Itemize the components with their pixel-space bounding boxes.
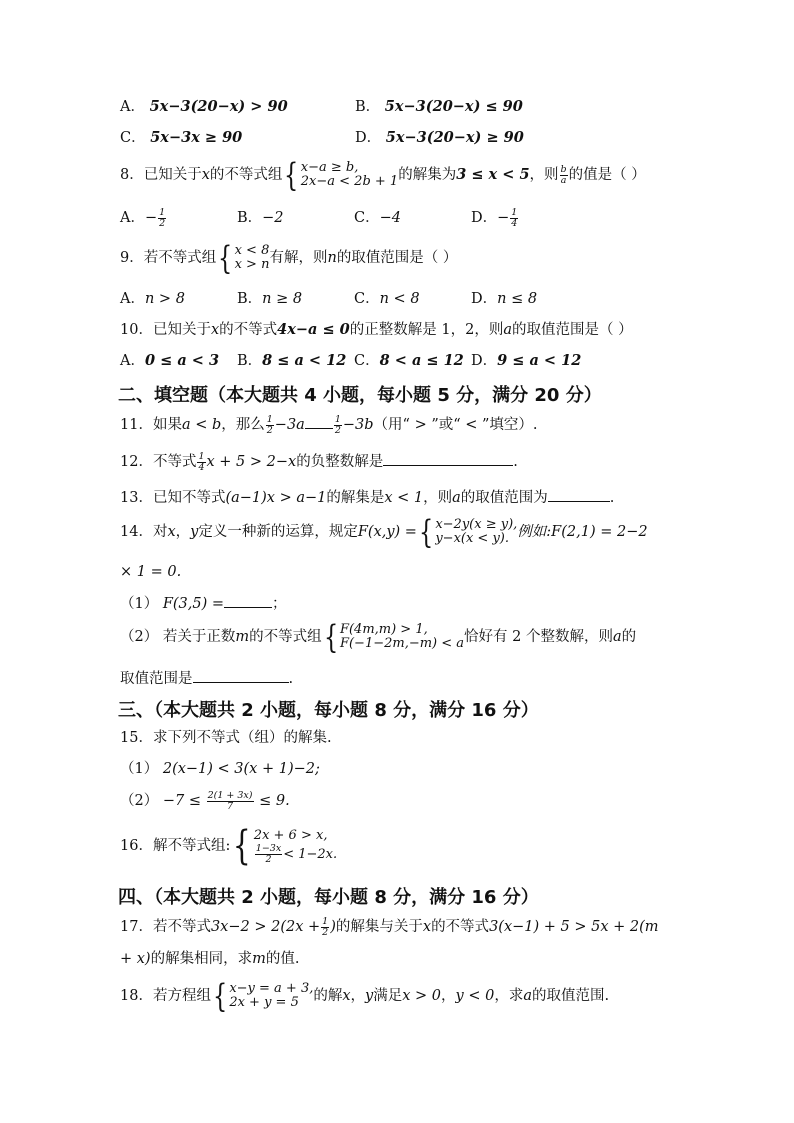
option-sign: − [497,210,510,226]
option-expr: −4 [379,210,401,226]
fraction-num: b [560,163,567,175]
question-text: 的解集是 [326,490,385,506]
q7-option-a [120,98,288,116]
option-expr: 9 ≤ a < 12 [497,352,582,369]
question-text: ， [441,988,456,1004]
question-text: 16．解不等式组: [120,838,231,854]
question-text: ，求 [494,988,524,1004]
system-row: x−2y(x ≥ y), [435,517,518,532]
option-label: D． [471,210,498,226]
q7-option-b [355,98,523,116]
system-row: 2x + 6 > x, [253,828,328,843]
question-17 [120,915,659,939]
question-text: ，那么 [221,417,265,433]
option-expr: 5x−3(20−x) ≤ 90 [384,98,523,115]
question-text: 12．不等式 [120,454,197,470]
system-row: 2x + y = 5 [229,995,299,1010]
question-14-part-2 [120,618,637,656]
fraction-num: 1 [322,915,329,927]
fraction-den: 4 [511,217,518,229]
math-var: x [167,524,176,540]
q9-option-b [237,290,302,308]
question-text: 18．若方程组 [120,988,211,1004]
option-sign: − [144,210,158,226]
question-text: ，则 [529,167,559,183]
math-expr: + x) [120,951,151,967]
math-var: n [327,250,337,266]
question-text: 8．已知关于 [120,167,202,183]
math-expr: ) [330,919,336,935]
option-expr: −2 [262,210,284,226]
question-text: 的 [621,629,637,645]
question-14-part-2-cont [120,668,293,688]
piecewise-definition [417,513,518,551]
math-var: a [452,490,461,506]
question-text: 的解集相同，求 [150,951,253,967]
math-expr: 3 ≤ x < 5 [456,166,530,183]
option-label: C． [354,291,380,307]
question-12 [120,451,518,473]
left-brace-icon: { [218,239,233,277]
question-text: ； [272,596,287,612]
question-text: 定义一种新的运算，规定 [198,524,358,540]
option-expr: 0 ≤ a < 3 [144,352,220,369]
part-label: （1） [120,761,159,777]
math-expr: 3x−2 > 2(2x + [210,919,321,935]
question-text: . [288,671,294,687]
question-text: 的解集与关于 [335,919,423,935]
math-var: x [201,167,210,183]
fraction-den: 4 [198,461,205,473]
q10-option-b [237,352,346,370]
option-expr: 5x−3x ≥ 90 [150,129,243,146]
section-heading-3: 三、（本大题共 2 小题，每小题 8 分，满分 16 分） [118,700,539,721]
fraction-den: 2 [159,217,166,229]
math-var: x [422,919,432,935]
question-text: 11．如果 [120,417,182,433]
fraction-den: 2 [334,424,341,436]
q7-option-d [355,129,524,147]
option-label: D． [355,130,382,146]
question-14-part-1 [120,593,287,613]
left-brace-icon: { [419,513,434,551]
q9-option-c [354,290,420,308]
section-heading-4: 四、（本大题共 2 小题，每小题 8 分，满分 16 分） [118,887,539,908]
math-expr: x < 1 [384,490,424,506]
math-var: a [503,322,512,338]
option-label: B． [355,99,381,115]
inequality-system [230,823,338,869]
question-text: 14．对 [120,524,168,540]
question-10 [120,321,633,339]
fraction [560,165,568,186]
answer-blank[interactable] [305,414,333,429]
inequality-system [322,618,465,656]
system-row [254,844,337,865]
question-8 [120,156,646,194]
question-text: 若关于正数 [162,629,236,645]
left-brace-icon: { [284,156,299,194]
inequality-system [282,156,399,194]
math-var: m [252,951,266,967]
question-text: 的正整数解是 1，2，则 [349,322,504,338]
math-expr: F(x,y) = [357,524,417,540]
math-var: y [365,988,374,1004]
option-label: C． [120,130,146,146]
fraction-num: 1 [198,450,205,462]
math-expr: ≤ 9. [259,793,290,809]
math-var: a [523,988,532,1004]
answer-blank[interactable] [383,451,513,466]
system-row: y−x(x < y). [435,531,510,546]
question-text: 的解集为 [398,167,457,183]
option-label: C． [354,353,380,369]
option-label: B． [237,291,263,307]
inequality-system [216,239,270,277]
question-text: 有解，则 [269,250,328,266]
question-text: ， [175,524,191,540]
system-row: x−y = a + 3, [229,981,314,996]
question-text: 的值是（ ） [568,167,646,183]
question-text: 恰好有 2 个整数解，则 [464,629,613,645]
math-expr: 2(x−1) < 3(x + 1)−2; [162,761,320,777]
question-14-cont [120,563,181,581]
option-expr: 5x−3(20−x) ≥ 90 [385,129,524,146]
fraction-den: 7 [227,800,234,812]
question-text: 的不等式 [431,919,490,935]
question-18 [120,977,610,1015]
fraction [321,917,329,938]
math-expr: 4x−a ≤ 0 [277,321,350,338]
math-expr: y < 0 [455,988,495,1004]
math-expr: −7 ≤ [162,793,201,809]
left-brace-icon: { [233,823,251,869]
q8-option-a [120,206,167,230]
fraction-num: 1 [511,206,518,218]
question-text: 的不等式 [219,322,278,338]
question-text: 17．若不等式 [120,919,211,935]
question-text: 的不等式组 [249,629,322,645]
option-expr: 5x−3(20−x) > 90 [149,98,288,115]
question-text: 的取值范围是（ ） [511,322,633,338]
option-label: A． [120,99,145,115]
question-15-part-2 [120,789,290,813]
option-expr: 8 ≤ a < 12 [262,352,347,369]
question-15: 15．求下列不等式（组）的解集. [120,730,332,746]
fraction-num: 1 [159,206,166,218]
fraction-num: 2(1 + 3x) [207,789,253,801]
option-expr: n ≥ 8 [262,291,303,307]
q7-option-c [120,129,242,147]
fraction-den: a [560,174,567,186]
question-9 [120,239,458,277]
fraction [197,452,205,473]
fraction [510,208,518,229]
option-label: A． [120,353,145,369]
fraction [334,415,342,436]
question-text: 的值. [265,951,300,967]
question-text: 的负整数解是 [296,454,384,470]
math-expr: x > 0 [402,988,442,1004]
system-row: x > n [234,257,270,272]
question-text: . [609,490,615,506]
math-expr: −3a [274,417,305,433]
math-var: y [190,524,199,540]
q8-option-b [237,206,284,230]
question-11 [120,414,538,436]
math-expr: F(3,5) = [162,596,225,612]
question-text: 的解 [313,988,343,1004]
fraction [266,415,274,436]
left-brace-icon: { [213,977,228,1015]
question-text: （用“ > ”或“ < ”填空）. [373,417,538,433]
question-text: 取值范围是 [120,671,193,687]
answer-blank[interactable] [548,487,610,502]
option-label: B． [237,353,263,369]
fraction-num: 1 [266,413,273,425]
q8-option-d [471,206,519,230]
answer-blank[interactable] [224,593,272,608]
option-label: D． [471,291,498,307]
section-heading-fill-in: 二、填空题（本大题共 4 小题，每小题 5 分，满分 20 分） [118,385,602,406]
fraction [207,791,254,812]
system-row: x < 8 [234,243,270,258]
system-row: 2x−a < 2b + 1 [300,174,399,189]
math-expr: (a−1)x > a−1 [225,490,327,506]
part-label: （2） [120,793,159,809]
q9-option-d [471,290,537,308]
question-text: 的不等式组 [209,167,283,183]
question-13 [120,487,614,507]
option-label: D． [471,353,498,369]
question-16 [120,823,338,869]
math-var: x [210,322,220,338]
question-text: 的取值范围. [531,988,610,1004]
math-var: m [235,629,250,645]
q10-option-d [471,352,581,370]
math-expr: < 1−2x. [283,847,338,862]
left-brace-icon: { [323,618,338,656]
math-expr: 3(x−1) + 5 > 5x + 2(m [489,919,659,935]
question-14 [120,513,648,551]
question-text: 10．已知关于 [120,322,211,338]
question-text: 9．若不等式组 [120,250,217,266]
system-row: x−a ≥ b, [300,160,359,175]
math-expr: a < b [181,417,222,433]
math-expr: 例如:F(2,1) = 2−2 [517,524,648,540]
question-text: 13．已知不等式 [120,490,226,506]
q8-option-c [354,206,401,230]
fraction-num: 1−3x [255,843,282,854]
question-text: ， [350,988,366,1004]
option-label: A． [120,291,145,307]
fraction-num: 1 [334,413,341,425]
question-15-part-1 [120,760,320,778]
option-expr: n ≤ 8 [497,291,538,307]
math-var: x [342,988,351,1004]
part-label: （1） [120,596,159,612]
equation-system [211,977,314,1015]
question-text: 的取值范围是（ ） [336,250,458,266]
math-var: a [612,629,622,645]
q10-option-a [120,352,219,370]
part-label: （2） [120,629,159,645]
q9-option-a [120,290,185,308]
answer-blank[interactable] [193,668,289,683]
question-text: . [513,454,518,470]
option-label: C． [354,210,380,226]
question-text: ，则 [423,490,453,506]
q10-option-c [354,352,464,370]
question-text: 满足 [373,988,403,1004]
math-expr: x + 5 > 2−x [206,454,297,470]
question-text: 的取值范围为 [460,490,548,506]
option-expr: 8 < a ≤ 12 [379,352,464,369]
option-label: B． [237,210,263,226]
fraction [255,844,282,865]
option-expr: n < 8 [379,291,420,307]
system-row: F(−1−2m,−m) < a [339,636,465,651]
math-expr: × 1 = 0. [120,564,182,580]
fraction-den: 2 [265,854,272,865]
option-expr: n > 8 [144,291,185,307]
question-17-cont [120,950,299,968]
fraction-den: 2 [322,926,329,938]
fraction [158,208,166,229]
math-expr: −3b [342,417,374,433]
fraction-den: 2 [266,424,273,436]
system-row: F(4m,m) > 1, [339,622,428,637]
option-label: A． [120,210,145,226]
